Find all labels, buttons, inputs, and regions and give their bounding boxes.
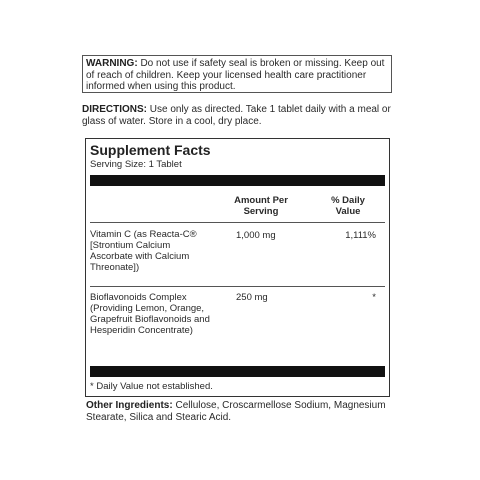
nutrient-amount-bioflavonoids: 250 mg xyxy=(236,292,268,303)
facts-title: Supplement Facts xyxy=(90,142,211,158)
nutrient-name-vitamin-c: Vitamin C (as Reacta-C® [Strontium Calcium Ascorbate with Calcium Threonate]) xyxy=(90,229,197,273)
nutrient-dv-bioflavonoids: * xyxy=(372,292,376,303)
other-ingredients xyxy=(86,400,406,423)
row-divider xyxy=(90,286,385,287)
nutrient-name-bioflavonoids: Bioflavonoids Complex (Providing Lemon, Orange, Grapefruit Bioflavonoids and Hesperidin Concentrate) xyxy=(90,292,210,336)
row-divider xyxy=(90,222,385,223)
thick-divider-bottom xyxy=(90,366,385,377)
other-ingredients-label: Other Ingredients: xyxy=(86,400,173,411)
warning-box xyxy=(82,55,392,93)
supplement-facts-panel xyxy=(85,138,390,397)
other-ingredients-text: Cellulose, Croscarmellose Sodium, Magnesium Stearate, Silica and Stearic Acid. xyxy=(86,400,386,423)
directions-text: Use only as directed. Take 1 tablet daily with a meal or glass of water. Store in a cool, dry place. xyxy=(82,104,391,127)
directions-label: DIRECTIONS: xyxy=(82,104,147,115)
daily-value-footnote: * Daily Value not established. xyxy=(90,381,213,392)
serving-size: Serving Size: 1 Tablet xyxy=(90,159,182,170)
nutrient-dv-vitamin-c: 1,111% xyxy=(345,230,376,241)
column-header-daily-value: % Daily Value xyxy=(331,195,365,217)
column-header-amount: Amount Per Serving xyxy=(234,195,288,217)
warning-label: WARNING: xyxy=(86,58,138,69)
nutrient-amount-vitamin-c: 1,000 mg xyxy=(236,230,276,241)
thick-divider-top xyxy=(90,175,385,186)
warning-text: Do not use if safety seal is broken or missing. Keep out of reach of children. Keep your licensed health care practitioner informed when using this product. xyxy=(86,58,385,92)
directions xyxy=(82,104,402,128)
